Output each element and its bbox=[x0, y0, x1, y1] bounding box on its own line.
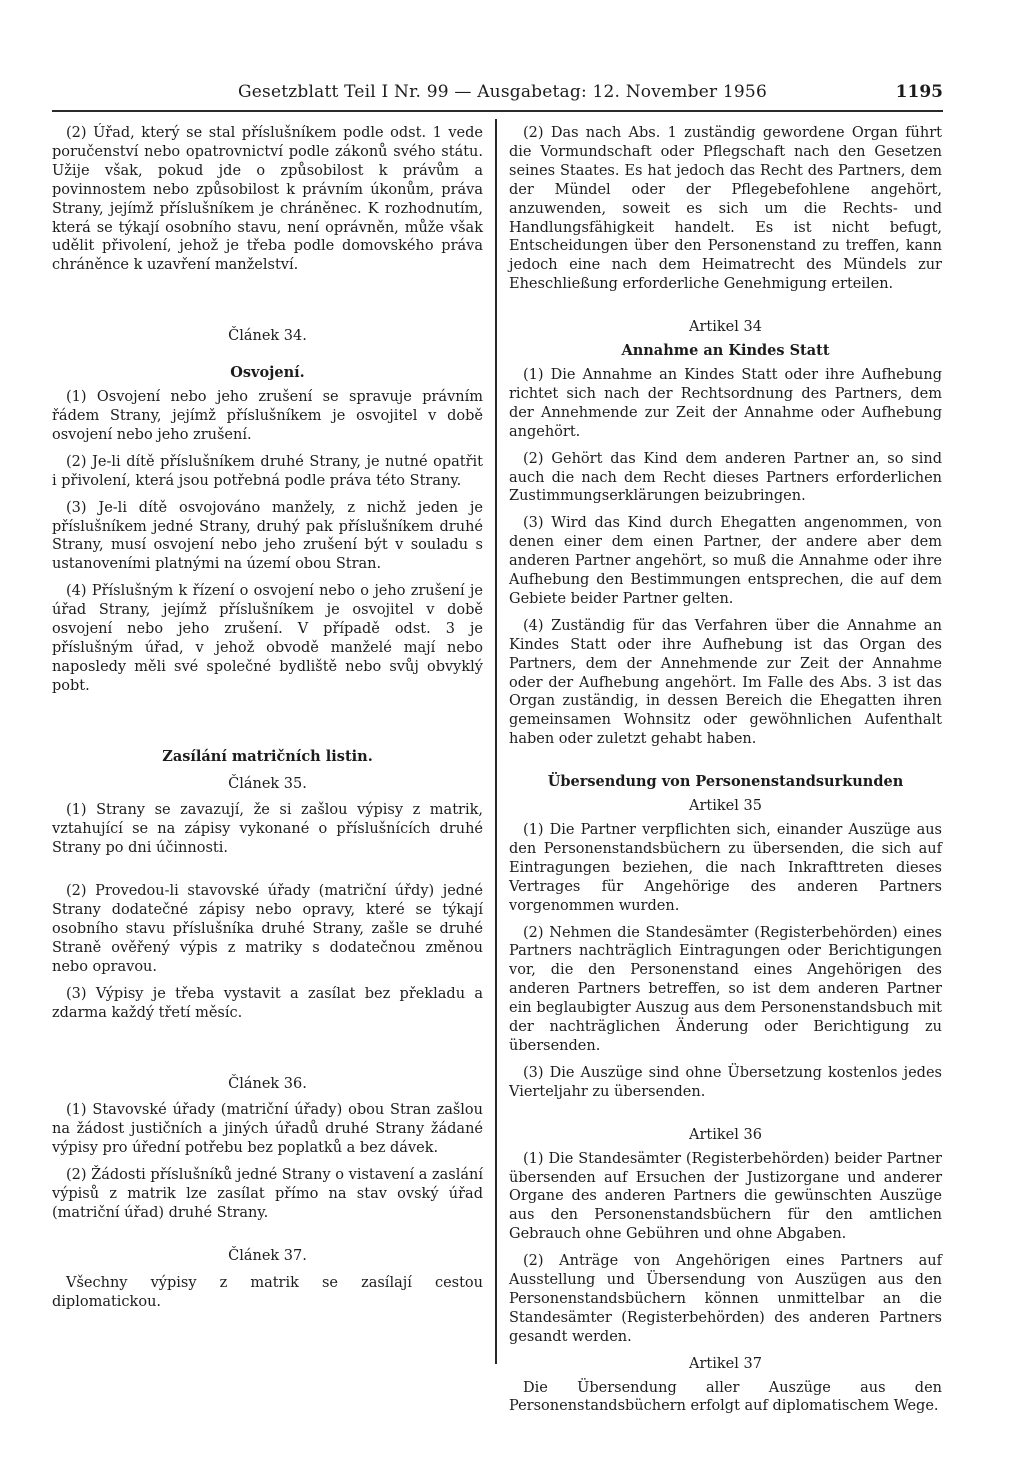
column-czech bbox=[52, 124, 483, 1312]
page-number: 1195 bbox=[895, 82, 943, 102]
header-rule bbox=[52, 110, 943, 112]
article-heading: Článek 37. bbox=[228, 1247, 307, 1264]
paragraph: (4) Zuständig für das Verfahren über die Annahme an Kindes Statt oder ihre Aufhebung ist das Organ des Partners, dem der Annehmende zur Zeit der Annahme oder der Aufhebung angehört. Im Falle des Abs. 3 ist das Organ zuständig, in dessen Bereich die Ehegatten ihren gemeinsamen Wohnsitz oder gewöhnlichen Aufenthalt haben oder zuletzt gehabt haben. bbox=[509, 617, 942, 748]
paragraph: (2) Anträge von Angehörigen eines Partners auf Ausstellung und Übersendung von Auszügen aus den Personenstandsbüchern können unmittelbar an die Standesämter (Registerbehörden) des anderen Partners gesandt werden. bbox=[509, 1253, 942, 1345]
paragraph: (3) Wird das Kind durch Ehegatten angenommen, von denen einer dem einen Partner, der andere aber dem anderen Partner angehört, so muß die Annahme oder ihre Aufhebung den Bestimmungen entsprechen, die auf dem Gebiete beider Partner gelten. bbox=[509, 515, 942, 607]
article-title: Osvojení. bbox=[230, 364, 305, 382]
page-header bbox=[52, 82, 943, 108]
paragraph: (2) Provedou-li stavovské úřady (matriční úřdy) jedné Strany dodatečné zápisy nebo opravy, které se týkají osobního stavu příslušníka druhé Strany, zašle se druhé Straně ověřený výpis z matriky s dodatečnou změnou nebo opravou. bbox=[52, 883, 483, 975]
column-divider bbox=[495, 119, 497, 1364]
section-title: Übersendung von Personenstandsurkunden bbox=[547, 773, 904, 791]
paragraph: (2) Je-li dítě příslušníkem druhé Strany, je nutné opatřit i přivolení, která jsou potřebná podle práva této Strany. bbox=[52, 453, 483, 489]
paragraph: Die Übersendung aller Auszüge aus den Personenstandsbüchern erfolgt auf diplomatischem Wege. bbox=[509, 1379, 942, 1415]
column-german bbox=[509, 124, 942, 1416]
section-title: Zasílání matričních listin. bbox=[162, 747, 373, 765]
paragraph: (1) Die Partner verpflichten sich, einander Auszüge aus den Personenstandsbüchern zu übersenden, die sich auf Eintragungen beziehen, die nach Inkrafttreten dieses Vertrages für Angehörige des anderen Partners vorgenommen wurden. bbox=[509, 822, 942, 914]
paragraph: (3) Je-li dítě osvojováno manžely, z nichž jeden je příslušníkem jedné Strany, druhý pak příslušníkem druhé Strany, musí osvojení nebo jeho zrušení být v souladu s ustanoveními platnými na území obou Stran. bbox=[52, 499, 483, 573]
article-heading: Artikel 34 bbox=[689, 319, 762, 336]
paragraph: (4) Příslušným k řízení o osvojení nebo o jeho zrušení je úřad Strany, jejímž příslušníkem je osvojitel v době osvojení nebo jeho zrušení. V případě odst. 3 je příslušným úřad, v jehož obvodě manželé mají nebo naposledy měli své společné bydliště nebo svůj obvyklý pobt. bbox=[52, 583, 483, 694]
paragraph: (2) Gehört das Kind dem anderen Partner an, so sind auch die nach dem Recht dieses Partners erforderlichen Zustimmungserklärungen beizubringen. bbox=[509, 450, 942, 505]
article-heading: Článek 35. bbox=[228, 775, 307, 792]
article-heading: Artikel 37 bbox=[689, 1355, 762, 1372]
article-title: Annahme an Kindes Statt bbox=[621, 342, 830, 360]
paragraph: (1) Strany se zavazují, že si zašlou výpisy z matrik, vztahující se na zápisy vykonané o příslušnících druhé Strany po dni účinnosti. bbox=[52, 802, 483, 857]
paragraph: (2) Das nach Abs. 1 zuständig gewordene Organ führt die Vormundschaft oder Pflegschaft nach den Gesetzen seines Staates. Es hat jedoch das Recht des Partners, dem der Mündel oder der Pflegebefohlene angehört, anzuwenden, soweit es sich um die Rechts- und Handlungsfähigkeit handelt. Es ist nicht befugt, Entscheidungen über den Personenstand zu treffen, kann jedoch eine nach dem Heimatrecht des Mündels zur Eheschließung erforderliche Genehmigung erteilen. bbox=[509, 125, 942, 293]
paragraph: (1) Die Annahme an Kindes Statt oder ihre Aufhebung richtet sich nach der Rechtsordnung des Partners, dem der Annehmende zur Zeit der Annahme oder Aufhebung angehört. bbox=[509, 366, 942, 440]
paragraph: (2) Žádosti příslušníků jedné Strany o vistavení a zaslání výpisů z matrik lze zasílat přímo na stav ovský úřad (matriční úřad) druhé Strany. bbox=[52, 1167, 483, 1221]
paragraph: (3) Výpisy je třeba vystavit a zasílat bez překladu a zdarma každý třetí měsíc. bbox=[52, 985, 483, 1021]
header-title: Gesetzblatt Teil I Nr. 99 — Ausgabetag: 12. November 1956 bbox=[238, 82, 767, 102]
article-heading: Článek 34. bbox=[228, 328, 307, 345]
article-heading: Artikel 36 bbox=[689, 1126, 762, 1143]
paragraph: (2) Úřad, který se stal příslušníkem podle odst. 1 vede poručenství nebo opatrovnictví podle zákonů svého státu. Užije však, pokud jde o způsobilost k právům a povinnostem nebo způsobilost k právním úkonům, práva Strany, jejímž příslušníkem je chráněnec. K rozhodnutím, která se týkají osobního stavu, není oprávněn, může však udělit přivolení, jehož je třeba podle domovského práva chráněnce k uzavření manželství. bbox=[52, 125, 483, 274]
paragraph: (2) Nehmen die Standesämter (Registerbehörden) eines Partners nachträglich Eintragungen oder Berichtigungen vor, die den Personenstand eines Angehörigen des anderen Partners betreffen, so ist dem anderen Partner ein beglaubigter Auszug aus dem Personenstandsbuch mit der nachträglichen Änderung oder Berichtigung zu übersenden. bbox=[509, 924, 942, 1054]
paragraph: (3) Die Auszüge sind ohne Übersetzung kostenlos jedes Vierteljahr zu übersenden. bbox=[509, 1064, 942, 1100]
paragraph: (1) Osvojení nebo jeho zrušení se spravuje právním řádem Strany, jejímž příslušníkem je osvojitel v době osvojení nebo jeho zrušení. bbox=[52, 389, 483, 443]
paragraph: (1) Die Standesämter (Registerbehörden) beider Partner übersenden auf Ersuchen der Justizorgane und anderer Organe des anderen Partners die gewünschten Auszüge aus den Personenstandsbüchern für den amtlichen Gebrauch ohne Gebühren und ohne Abgaben. bbox=[509, 1150, 942, 1243]
paragraph: (1) Stavovské úřady (matriční úřady) obou Stran zašlou na žádost justičních a jiných úřadů druhé Strany žádané výpisy pro úřední potřebu bez poplatků a bez dávek. bbox=[52, 1102, 483, 1157]
paragraph: Všechny výpisy z matrik se zasílají cestou diplomatickou. bbox=[52, 1274, 483, 1310]
article-heading: Článek 36. bbox=[228, 1075, 307, 1092]
article-heading: Artikel 35 bbox=[689, 798, 762, 815]
